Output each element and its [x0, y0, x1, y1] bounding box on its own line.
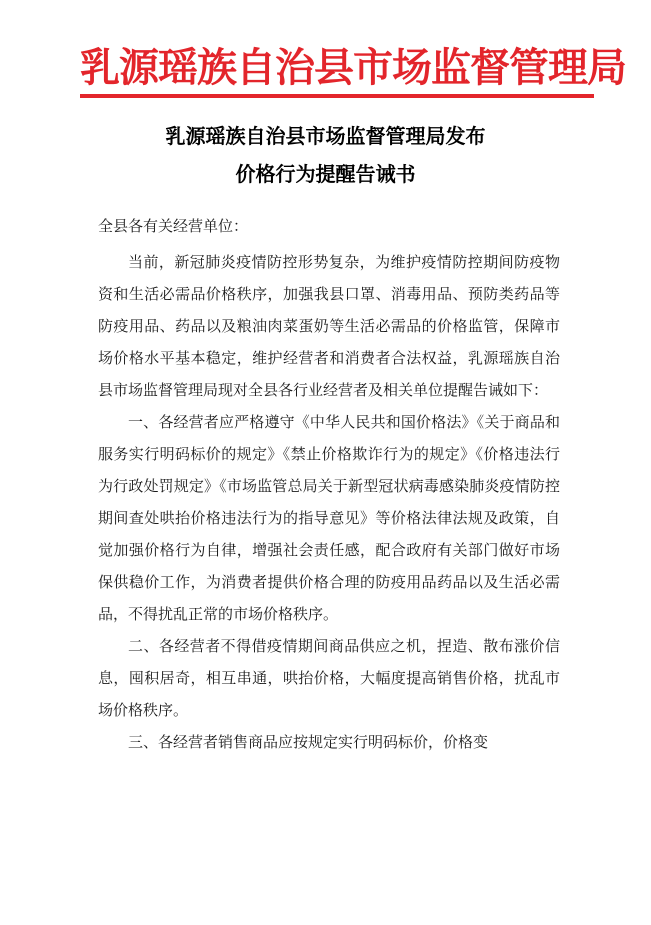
paragraph: 三、各经营者销售商品应按规定实行明码标价，价格变 — [128, 733, 489, 751]
paragraph: 一、各经营者应严格遵守《中华人民共和国价格法》《关于商品和服务实行明码标价的规定》《禁止价格欺诈行为的规定》《价格违法行为行政处罚规定》《市场监管总局关于新型冠状病毒感染肺炎疫情防控期间查处哄抬价格违法行为的指导意见》等价格法律法规及政策，自觉加强价格行为自律，增强社会责任感，配合政府有关部门做好市场保供稳价工作，为消费者提供价格合理的防疫用品药品以及生活必需品，不得扰乱正常的市场价格秩序。 — [98, 413, 560, 623]
agency-header: 乳源瑶族自治县市场监督管理局 — [80, 44, 626, 91]
document-title-line1: 乳源瑶族自治县市场监督管理局发布 — [165, 124, 486, 148]
salutation: 全县各有关经营单位： — [98, 217, 249, 235]
document-title-line2: 价格行为提醒告诫书 — [235, 162, 416, 186]
paragraph: 当前，新冠肺炎疫情防控形势复杂，为维护疫情防控期间防疫物资和生活必需品价格秩序，加强我县口罩、消毒用品、预防类药品等防疫用品、药品以及粮油肉菜蛋奶等生活必需品的价格监管，保障市场价格水平基本稳定，维护经营者和消费者合法权益，乳源瑶族自治县市场监督管理局现对全县各行业经营者及相关单位提醒告诫如下： — [98, 253, 560, 399]
document-body — [98, 210, 560, 758]
paragraph: 二、各经营者不得借疫情期间商品供应之机，捏造、散布涨价信息，囤积居奇，相互串通，哄抬价格，大幅度提高销售价格，扰乱市场价格秩序。 — [98, 637, 560, 719]
header-divider — [80, 94, 594, 98]
